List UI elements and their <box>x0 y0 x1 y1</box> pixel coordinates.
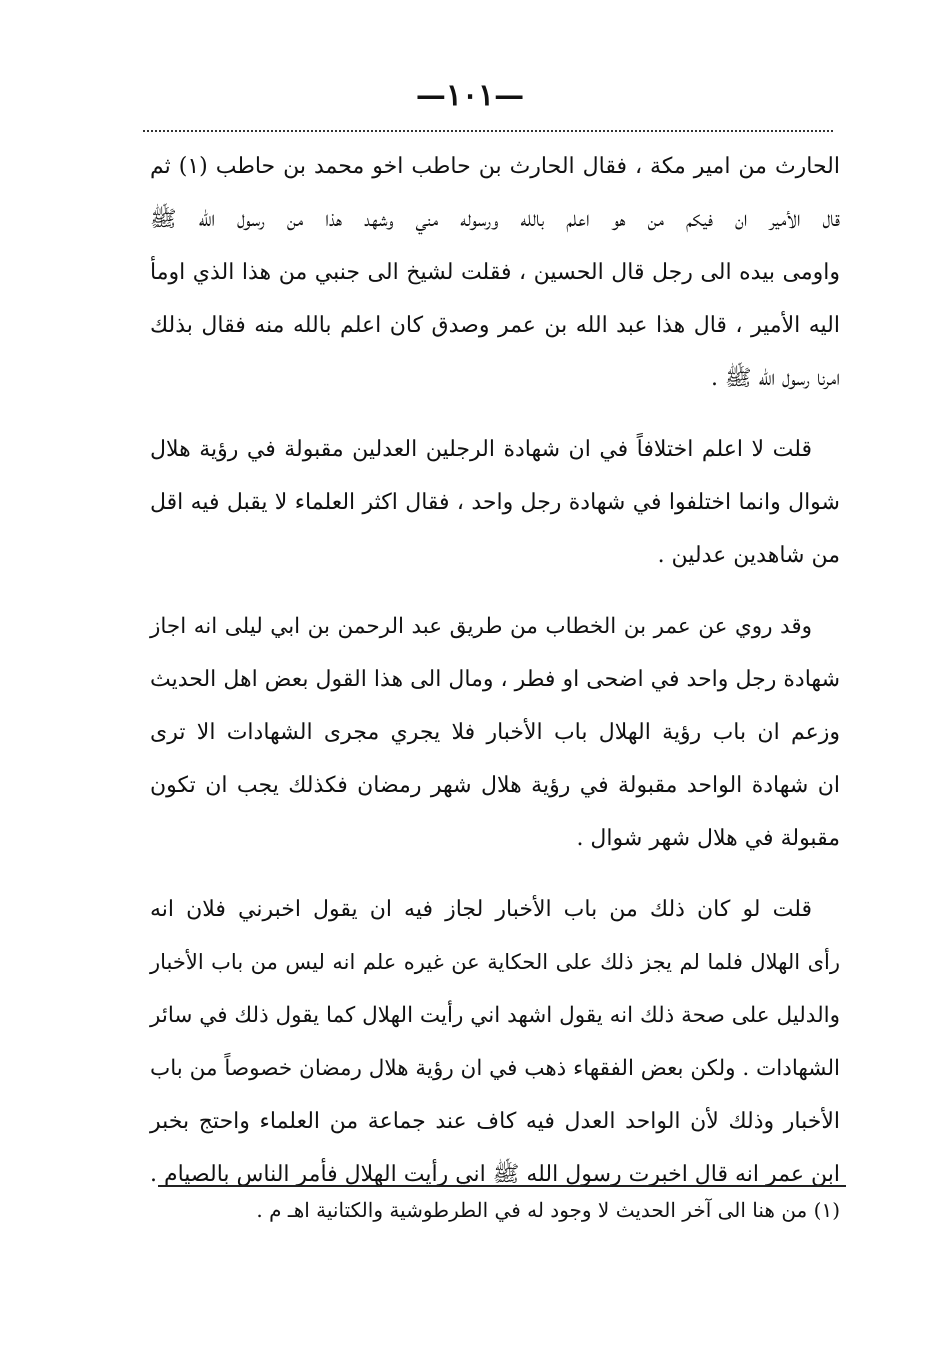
text-line: من شاهدين عدلين . <box>657 543 840 568</box>
paragraph-3 <box>150 600 840 865</box>
text-line: ان شهادة الواحد مقبولة في رؤية هلال شهر رمضان فكذلك يجب ان تكون <box>150 773 840 798</box>
paragraph-2 <box>150 423 840 582</box>
text-line: واومى بيده الى رجل قال الحسين ، فقلت لشيخ الى جنبي من هذا الذي اومأ <box>150 260 840 285</box>
text-line: ابن عمر انه قال اخبرت رسول الله ﷺ اني رأيت الهلال فأمر الناس بالصيام . <box>149 1162 840 1187</box>
text-line: وزعم ان باب رؤية الهلال باب الأخبار فلا يجري مجرى الشهادات الا ترى <box>150 720 840 745</box>
text-line: قلت لا اعلم اختلافاً في ان شهادة الرجلين العدلين مقبولة في رؤية هلال <box>150 437 812 462</box>
main-text <box>150 140 840 1219</box>
text-line: مقبولة في هلال شهر شوال . <box>576 826 840 851</box>
paragraph-4 <box>150 883 840 1201</box>
text-line: قال الأمير ان فيكم من هو اعلم بالله ورسوله مني وشهد هذا من رسول الله ﷺ <box>150 207 840 232</box>
text-line: وقد روي عن عمر بن الخطاب من طريق عبد الرحمن بن ابي ليلى انه اجاز <box>150 614 812 639</box>
text-line: شوال وانما اختلفوا في شهادة رجل واحد ، فقال اكثر العلماء لا يقبل فيه اقل <box>150 490 840 515</box>
paragraph-1 <box>150 140 840 405</box>
text-line: رأى الهلال فلما لم يجز ذلك على الحكاية عن غيره علم انه ليس من باب الأخبار <box>150 950 840 974</box>
text-line: الحارث من امير مكة ، فقال الحارث بن حاطب اخو محمد بن حاطب (١) ثم <box>150 154 840 179</box>
text-line: الشهادات . ولكن بعض الفقهاء ذهب في ان رؤية هلال رمضان خصوصاً من باب <box>150 1056 840 1081</box>
text-line: الأخبار وذلك لأن الواحد العدل فيه كاف عند جماعة من العلماء واحتج بخبر <box>150 1109 840 1134</box>
page-number: —١٠١— <box>415 78 525 113</box>
footnote-divider <box>158 1185 846 1187</box>
footnote: (١) من هنا الى آخر الحديث لا وجود له في الطرطوشية والكتانية اهـ م . <box>256 1198 840 1222</box>
text-line: امرنا رسول الله ﷺ . <box>711 366 840 391</box>
header-divider <box>143 130 833 132</box>
text-line: والدليل على صحة ذلك انه يقول اشهد اني رأيت الهلال كما يقول ذلك في سائر <box>150 1003 840 1028</box>
text-line: شهادة رجل واحد في اضحى او فطر ، ومال الى هذا القول بعض اهل الحديث <box>150 667 840 692</box>
text-line: اليه الأمير ، قال هذا عبد الله بن عمر وصدق كان اعلم بالله منه فقال بذلك <box>150 313 840 338</box>
text-line: قلت لو كان ذلك من باب الأخبار لجاز فيه ان يقول اخبرني فلان انه <box>150 897 812 922</box>
